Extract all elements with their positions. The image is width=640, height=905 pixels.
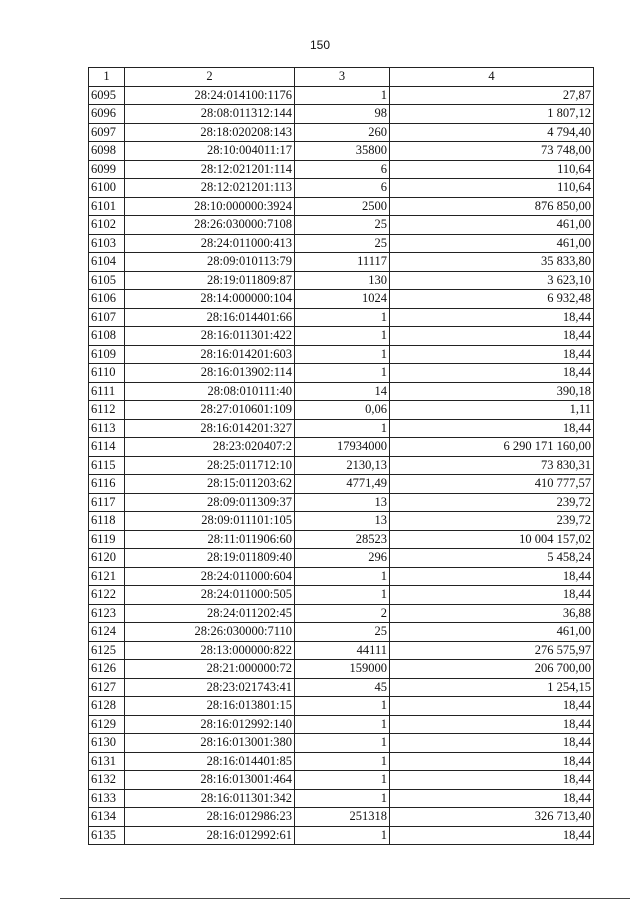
row-number-cell: 6121 bbox=[89, 567, 125, 586]
cadastral-number-cell: 28:08:010111:40 bbox=[125, 382, 295, 401]
row-number-cell: 6132 bbox=[89, 771, 125, 790]
row-number-cell: 6118 bbox=[89, 512, 125, 531]
table-row bbox=[89, 752, 594, 771]
quantity-cell: 1 bbox=[295, 715, 390, 734]
value-cell: 10 004 157,02 bbox=[390, 530, 594, 549]
quantity-cell: 1 bbox=[295, 789, 390, 808]
value-cell: 1 254,15 bbox=[390, 678, 594, 697]
row-number-cell: 6106 bbox=[89, 290, 125, 309]
quantity-cell: 1 bbox=[295, 419, 390, 438]
cadastral-number-cell: 28:16:013001:380 bbox=[125, 734, 295, 753]
cadastral-number-cell: 28:16:013001:464 bbox=[125, 771, 295, 790]
table-row bbox=[89, 697, 594, 716]
value-cell: 461,00 bbox=[390, 623, 594, 642]
row-number-cell: 6122 bbox=[89, 586, 125, 605]
table-row bbox=[89, 253, 594, 272]
quantity-cell: 1 bbox=[295, 771, 390, 790]
row-number-cell: 6116 bbox=[89, 475, 125, 494]
value-cell: 1,11 bbox=[390, 401, 594, 420]
cadastral-number-cell: 28:16:014401:66 bbox=[125, 308, 295, 327]
land-registry-table bbox=[88, 67, 594, 845]
value-cell: 4 794,40 bbox=[390, 123, 594, 142]
table-row bbox=[89, 530, 594, 549]
table-row bbox=[89, 160, 594, 179]
row-number-cell: 6099 bbox=[89, 160, 125, 179]
table-row bbox=[89, 308, 594, 327]
table-row bbox=[89, 808, 594, 827]
row-number-cell: 6115 bbox=[89, 456, 125, 475]
column-header-4: 4 bbox=[390, 68, 594, 87]
cadastral-number-cell: 28:27:010601:109 bbox=[125, 401, 295, 420]
row-number-cell: 6105 bbox=[89, 271, 125, 290]
table-row bbox=[89, 660, 594, 679]
value-cell: 73 748,00 bbox=[390, 142, 594, 161]
quantity-cell: 251318 bbox=[295, 808, 390, 827]
quantity-cell: 11117 bbox=[295, 253, 390, 272]
table-row bbox=[89, 789, 594, 808]
table-row bbox=[89, 216, 594, 235]
quantity-cell: 260 bbox=[295, 123, 390, 142]
quantity-cell: 1 bbox=[295, 345, 390, 364]
row-number-cell: 6130 bbox=[89, 734, 125, 753]
column-header-1: 1 bbox=[89, 68, 125, 87]
quantity-cell: 1 bbox=[295, 586, 390, 605]
table-row bbox=[89, 512, 594, 531]
quantity-cell: 17934000 bbox=[295, 438, 390, 457]
quantity-cell: 2130,13 bbox=[295, 456, 390, 475]
cadastral-number-cell: 28:14:000000:104 bbox=[125, 290, 295, 309]
row-number-cell: 6102 bbox=[89, 216, 125, 235]
table-row bbox=[89, 401, 594, 420]
cadastral-number-cell: 28:10:000000:3924 bbox=[125, 197, 295, 216]
quantity-cell: 28523 bbox=[295, 530, 390, 549]
row-number-cell: 6100 bbox=[89, 179, 125, 198]
quantity-cell: 98 bbox=[295, 105, 390, 124]
table-row bbox=[89, 197, 594, 216]
value-cell: 18,44 bbox=[390, 697, 594, 716]
row-number-cell: 6134 bbox=[89, 808, 125, 827]
table-row bbox=[89, 290, 594, 309]
value-cell: 390,18 bbox=[390, 382, 594, 401]
table-row bbox=[89, 678, 594, 697]
cadastral-number-cell: 28:23:021743:41 bbox=[125, 678, 295, 697]
value-cell: 461,00 bbox=[390, 234, 594, 253]
table-row bbox=[89, 234, 594, 253]
page-number: 150 bbox=[309, 38, 331, 52]
quantity-cell: 25 bbox=[295, 234, 390, 253]
row-number-cell: 6119 bbox=[89, 530, 125, 549]
value-cell: 18,44 bbox=[390, 826, 594, 845]
value-cell: 6 290 171 160,00 bbox=[390, 438, 594, 457]
quantity-cell: 44111 bbox=[295, 641, 390, 660]
quantity-cell: 1 bbox=[295, 826, 390, 845]
quantity-cell: 130 bbox=[295, 271, 390, 290]
column-header-2: 2 bbox=[125, 68, 295, 87]
row-number-cell: 6111 bbox=[89, 382, 125, 401]
table-row bbox=[89, 419, 594, 438]
value-cell: 18,44 bbox=[390, 308, 594, 327]
value-cell: 5 458,24 bbox=[390, 549, 594, 568]
row-number-cell: 6110 bbox=[89, 364, 125, 383]
table-row bbox=[89, 567, 594, 586]
row-number-cell: 6127 bbox=[89, 678, 125, 697]
table-row bbox=[89, 641, 594, 660]
row-number-cell: 6095 bbox=[89, 86, 125, 105]
cadastral-number-cell: 28:24:014100:1176 bbox=[125, 86, 295, 105]
table-row bbox=[89, 142, 594, 161]
cadastral-number-cell: 28:26:030000:7110 bbox=[125, 623, 295, 642]
table-row bbox=[89, 327, 594, 346]
row-number-cell: 6107 bbox=[89, 308, 125, 327]
cadastral-number-cell: 28:16:014201:327 bbox=[125, 419, 295, 438]
quantity-cell: 1 bbox=[295, 327, 390, 346]
row-number-cell: 6129 bbox=[89, 715, 125, 734]
quantity-cell: 45 bbox=[295, 678, 390, 697]
value-cell: 18,44 bbox=[390, 734, 594, 753]
value-cell: 36,88 bbox=[390, 604, 594, 623]
cadastral-number-cell: 28:16:014401:85 bbox=[125, 752, 295, 771]
value-cell: 1 807,12 bbox=[390, 105, 594, 124]
row-number-cell: 6096 bbox=[89, 105, 125, 124]
quantity-cell: 1 bbox=[295, 364, 390, 383]
quantity-cell: 4771,49 bbox=[295, 475, 390, 494]
value-cell: 239,72 bbox=[390, 512, 594, 531]
value-cell: 18,44 bbox=[390, 715, 594, 734]
quantity-cell: 1 bbox=[295, 752, 390, 771]
value-cell: 326 713,40 bbox=[390, 808, 594, 827]
table-row bbox=[89, 604, 594, 623]
table-row bbox=[89, 86, 594, 105]
quantity-cell: 1 bbox=[295, 734, 390, 753]
value-cell: 18,44 bbox=[390, 567, 594, 586]
table-row bbox=[89, 179, 594, 198]
table-row bbox=[89, 493, 594, 512]
value-cell: 18,44 bbox=[390, 345, 594, 364]
table-row bbox=[89, 456, 594, 475]
table-body bbox=[89, 86, 594, 845]
quantity-cell: 1 bbox=[295, 308, 390, 327]
cadastral-number-cell: 28:12:021201:114 bbox=[125, 160, 295, 179]
cadastral-number-cell: 28:08:011312:144 bbox=[125, 105, 295, 124]
table-header-row bbox=[89, 68, 594, 87]
row-number-cell: 6112 bbox=[89, 401, 125, 420]
cadastral-number-cell: 28:15:011203:62 bbox=[125, 475, 295, 494]
cadastral-number-cell: 28:24:011000:413 bbox=[125, 234, 295, 253]
table-row bbox=[89, 586, 594, 605]
row-number-cell: 6133 bbox=[89, 789, 125, 808]
cadastral-number-cell: 28:09:010113:79 bbox=[125, 253, 295, 272]
row-number-cell: 6109 bbox=[89, 345, 125, 364]
value-cell: 239,72 bbox=[390, 493, 594, 512]
quantity-cell: 14 bbox=[295, 382, 390, 401]
table-row bbox=[89, 105, 594, 124]
value-cell: 276 575,97 bbox=[390, 641, 594, 660]
row-number-cell: 6097 bbox=[89, 123, 125, 142]
quantity-cell: 2500 bbox=[295, 197, 390, 216]
table-row bbox=[89, 364, 594, 383]
value-cell: 110,64 bbox=[390, 160, 594, 179]
cadastral-number-cell: 28:13:000000:822 bbox=[125, 641, 295, 660]
table-row bbox=[89, 771, 594, 790]
value-cell: 3 623,10 bbox=[390, 271, 594, 290]
table-row bbox=[89, 382, 594, 401]
value-cell: 18,44 bbox=[390, 327, 594, 346]
value-cell: 410 777,57 bbox=[390, 475, 594, 494]
quantity-cell: 1 bbox=[295, 567, 390, 586]
table-row bbox=[89, 475, 594, 494]
table-row bbox=[89, 623, 594, 642]
cadastral-number-cell: 28:21:000000:72 bbox=[125, 660, 295, 679]
value-cell: 110,64 bbox=[390, 179, 594, 198]
value-cell: 18,44 bbox=[390, 752, 594, 771]
cadastral-number-cell: 28:24:011000:604 bbox=[125, 567, 295, 586]
table-row bbox=[89, 123, 594, 142]
cadastral-number-cell: 28:16:012992:140 bbox=[125, 715, 295, 734]
quantity-cell: 25 bbox=[295, 216, 390, 235]
table-row bbox=[89, 345, 594, 364]
table-row bbox=[89, 438, 594, 457]
quantity-cell: 1024 bbox=[295, 290, 390, 309]
row-number-cell: 6113 bbox=[89, 419, 125, 438]
quantity-cell: 1 bbox=[295, 697, 390, 716]
quantity-cell: 25 bbox=[295, 623, 390, 642]
cadastral-number-cell: 28:25:011712:10 bbox=[125, 456, 295, 475]
cadastral-number-cell: 28:16:013801:15 bbox=[125, 697, 295, 716]
cadastral-number-cell: 28:09:011309:37 bbox=[125, 493, 295, 512]
cadastral-number-cell: 28:16:011301:422 bbox=[125, 327, 295, 346]
value-cell: 18,44 bbox=[390, 586, 594, 605]
row-number-cell: 6126 bbox=[89, 660, 125, 679]
quantity-cell: 13 bbox=[295, 493, 390, 512]
cadastral-number-cell: 28:16:012992:61 bbox=[125, 826, 295, 845]
cadastral-number-cell: 28:11:011906:60 bbox=[125, 530, 295, 549]
value-cell: 73 830,31 bbox=[390, 456, 594, 475]
quantity-cell: 6 bbox=[295, 179, 390, 198]
row-number-cell: 6104 bbox=[89, 253, 125, 272]
row-number-cell: 6098 bbox=[89, 142, 125, 161]
column-header-3: 3 bbox=[295, 68, 390, 87]
table-row bbox=[89, 715, 594, 734]
cadastral-number-cell: 28:12:021201:113 bbox=[125, 179, 295, 198]
cadastral-number-cell: 28:10:004011:17 bbox=[125, 142, 295, 161]
cadastral-number-cell: 28:16:011301:342 bbox=[125, 789, 295, 808]
value-cell: 27,87 bbox=[390, 86, 594, 105]
value-cell: 35 833,80 bbox=[390, 253, 594, 272]
row-number-cell: 6124 bbox=[89, 623, 125, 642]
cadastral-number-cell: 28:24:011202:45 bbox=[125, 604, 295, 623]
row-number-cell: 6125 bbox=[89, 641, 125, 660]
table-row bbox=[89, 549, 594, 568]
row-number-cell: 6114 bbox=[89, 438, 125, 457]
quantity-cell: 6 bbox=[295, 160, 390, 179]
cadastral-number-cell: 28:18:020208:143 bbox=[125, 123, 295, 142]
table-row bbox=[89, 734, 594, 753]
quantity-cell: 0,06 bbox=[295, 401, 390, 420]
cadastral-number-cell: 28:19:011809:87 bbox=[125, 271, 295, 290]
value-cell: 18,44 bbox=[390, 364, 594, 383]
value-cell: 461,00 bbox=[390, 216, 594, 235]
cadastral-number-cell: 28:16:013902:114 bbox=[125, 364, 295, 383]
cadastral-number-cell: 28:26:030000:7108 bbox=[125, 216, 295, 235]
quantity-cell: 296 bbox=[295, 549, 390, 568]
quantity-cell: 1 bbox=[295, 86, 390, 105]
value-cell: 18,44 bbox=[390, 771, 594, 790]
value-cell: 6 932,48 bbox=[390, 290, 594, 309]
row-number-cell: 6128 bbox=[89, 697, 125, 716]
table-row bbox=[89, 826, 594, 845]
value-cell: 18,44 bbox=[390, 789, 594, 808]
value-cell: 876 850,00 bbox=[390, 197, 594, 216]
row-number-cell: 6123 bbox=[89, 604, 125, 623]
cadastral-number-cell: 28:23:020407:2 bbox=[125, 438, 295, 457]
table-row bbox=[89, 271, 594, 290]
cadastral-number-cell: 28:16:014201:603 bbox=[125, 345, 295, 364]
row-number-cell: 6103 bbox=[89, 234, 125, 253]
cadastral-number-cell: 28:09:011101:105 bbox=[125, 512, 295, 531]
bottom-rule bbox=[60, 898, 630, 899]
row-number-cell: 6135 bbox=[89, 826, 125, 845]
quantity-cell: 2 bbox=[295, 604, 390, 623]
quantity-cell: 13 bbox=[295, 512, 390, 531]
row-number-cell: 6117 bbox=[89, 493, 125, 512]
cadastral-number-cell: 28:24:011000:505 bbox=[125, 586, 295, 605]
value-cell: 206 700,00 bbox=[390, 660, 594, 679]
value-cell: 18,44 bbox=[390, 419, 594, 438]
row-number-cell: 6120 bbox=[89, 549, 125, 568]
row-number-cell: 6101 bbox=[89, 197, 125, 216]
cadastral-number-cell: 28:16:012986:23 bbox=[125, 808, 295, 827]
quantity-cell: 159000 bbox=[295, 660, 390, 679]
row-number-cell: 6108 bbox=[89, 327, 125, 346]
row-number-cell: 6131 bbox=[89, 752, 125, 771]
quantity-cell: 35800 bbox=[295, 142, 390, 161]
cadastral-number-cell: 28:19:011809:40 bbox=[125, 549, 295, 568]
